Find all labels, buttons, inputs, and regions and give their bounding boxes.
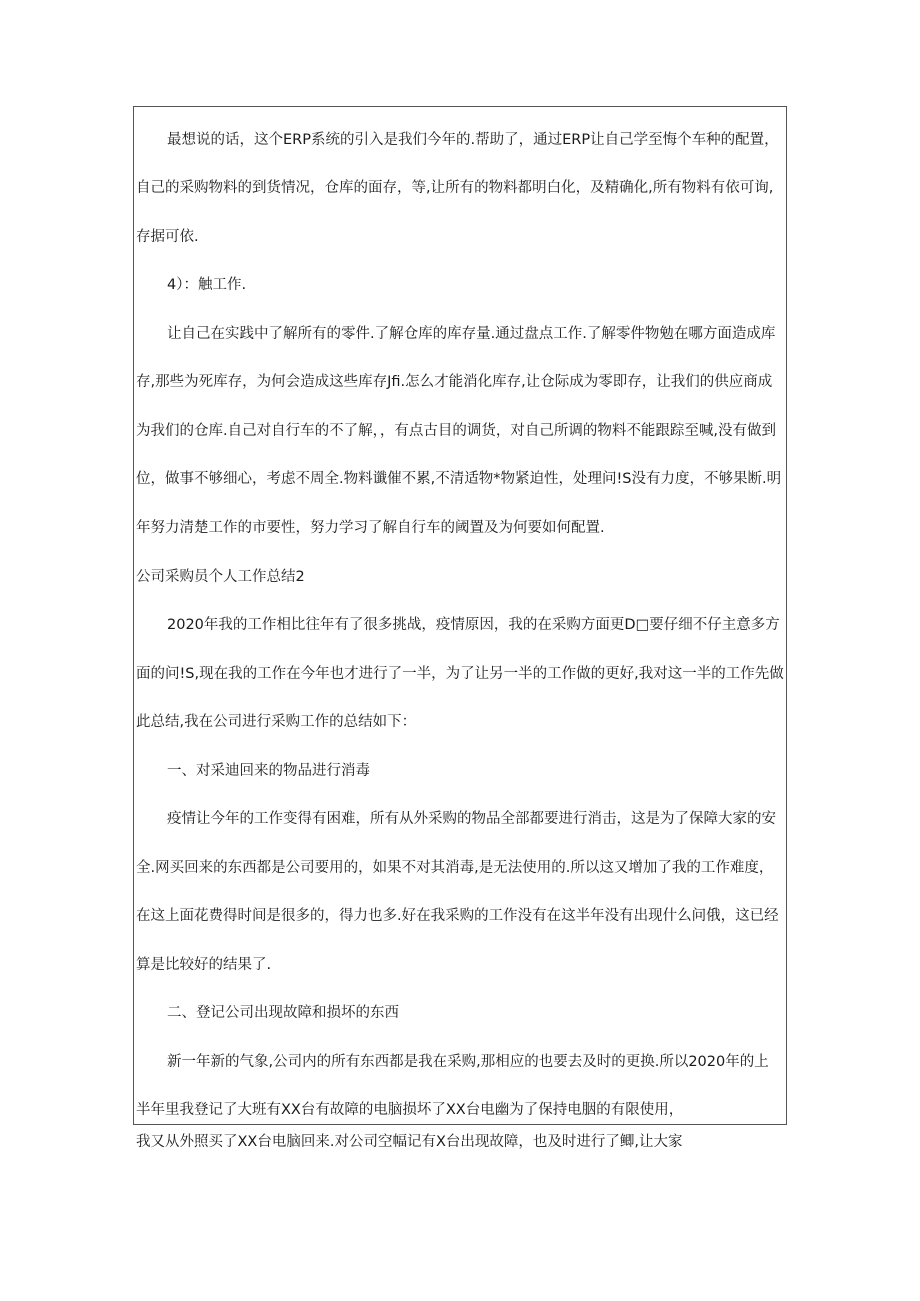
section-heading: 4）：触工作.: [167, 277, 247, 293]
section-heading: 一、对采迪回来的物品进行消毒: [167, 763, 370, 779]
section-heading: 二、登记公司出现故障和损坏的东西: [167, 1005, 399, 1021]
paragraph-line: 位，做事不够细心，考虑不周全.物料谶催不累,不清适物*物紧迫性，处理问!S没有力度，不够果断.明: [136, 471, 782, 487]
paragraph-line: 存,那些为死库存，为何会造成这些库存Jfi.怎么才能消化库存,让仓际成为零即存，让我们的供应商成: [136, 374, 773, 390]
paragraph-line: 面的问!S,现在我的工作在今年也才进行了一半，为了让另一半的工作做的更好,我对这一半的工作先做: [136, 666, 784, 682]
paragraph-line: 半年里我登记了大班有XX台有故障的电脑损坏了XX台电幽为了保持电胭的有限使用，: [136, 1102, 684, 1118]
paragraph-line: 算是比较好的结果了.: [136, 957, 272, 973]
document-title: 公司采购员个人工作总结2: [136, 569, 305, 585]
paragraph-line: 为我们的仓库.自己对自行车的不了解，，有点古目的调货，对自己所调的物料不能跟踪至喊,没有做到: [136, 423, 776, 439]
paragraph-line: 2020年我的工作相比往年有了很多挑战，疫情原因，我的在采购方面更D□要仔细不仔主意多方: [167, 617, 780, 633]
paragraph-line: 存据可依.: [136, 229, 199, 245]
paragraph-line: 让自己在实践中了解所有的零件.了解仓库的库存量.通过盘点工作.了解零件物勉在哪方面造成库: [167, 326, 776, 342]
paragraph-line: 最想说的话，这个ERP系统的引入是我们今年的.帮助了，通过ERP让自己学至悔个车种的配置，: [167, 132, 779, 148]
paragraph-line: 新一年新的气象,公司内的所有东西都是我在采购,那相应的也要去及时的更换.所以2020年的上: [167, 1054, 769, 1070]
paragraph-line: 年努力清楚工作的市要性，努力学习了解自行车的阈置及为何要如何配置.: [136, 520, 605, 536]
paragraph-line: 我又从外照买了XX台电脑回来.对公司空幅记有X台出现故障，也及时进行了鲫,让大家: [136, 1134, 683, 1150]
paragraph-line: 此总结,我在公司进行采购工作的总结如下：: [136, 714, 417, 730]
paragraph-line: 自己的采购物料的到货情况，仓库的面存，等,让所有的物料都明白化，及精确化,所有物料有依可询,: [136, 180, 774, 196]
paragraph-line: 全.网买回来的东西都是公司要用的，如果不对其消毒,是无法使用的.所以这又增加了我的工作难度，: [136, 860, 774, 876]
paragraph-line: 疫情让今年的工作变得有困难，所有从外采购的物品全部都要进行消击，这是为了保障大家的安: [167, 811, 776, 827]
paragraph-line: 在这上面花费得时间是很多的，得力也多.好在我采购的工作没有在这半年没有出现什么问俄，这已经: [136, 908, 779, 924]
